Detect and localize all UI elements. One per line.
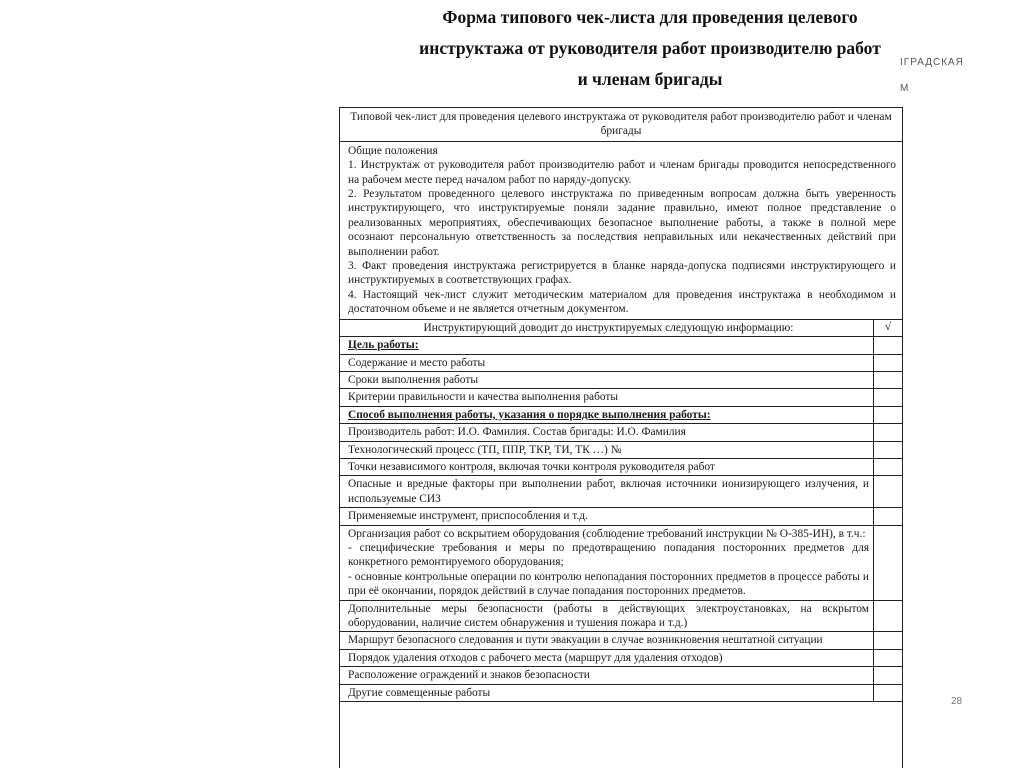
check-cell[interactable]	[873, 459, 902, 475]
table-header-text: Инструктирующий доводит до инструктируемых следующую информацию:	[423, 321, 794, 334]
table-row	[340, 650, 902, 667]
row-text: Технологический процесс (ТП, ППР, ТКР, ТИ, ТК …) №	[348, 443, 622, 456]
general-paragraph: 4. Настоящий чек-лист служит методическим материалом для проведения инструктажа в необходимом и достаточном объеме и не является отчетным документом.	[348, 288, 896, 316]
table-row	[340, 685, 902, 702]
section-row	[340, 337, 902, 354]
checklist-caption: Типовой чек-лист для проведения целевого инструктажа от руководителя работ производителю работ и членам бригады	[340, 108, 902, 142]
table-row	[340, 508, 902, 525]
row-text: Содержание и место работы	[348, 356, 486, 369]
table-row	[340, 476, 902, 508]
check-cell[interactable]	[873, 407, 902, 423]
row-text: Сроки выполнения работы	[348, 373, 478, 386]
check-cell[interactable]	[873, 650, 902, 666]
table-row	[340, 667, 902, 684]
row-text: Другие совмещенные работы	[348, 686, 491, 699]
row-text: Порядок удаления отходов с рабочего места (маршрут для удаления отходов)	[348, 651, 723, 664]
row-text: Производитель работ: И.О. Фамилия. Состав бригады: И.О. Фамилия	[348, 426, 686, 439]
check-cell[interactable]	[873, 372, 902, 388]
check-cell[interactable]	[873, 337, 902, 353]
table-row	[340, 355, 902, 372]
check-cell[interactable]	[873, 476, 902, 507]
check-cell[interactable]	[873, 526, 902, 600]
general-provisions	[340, 142, 902, 320]
row-text: Способ выполнения работы, указания о порядке выполнения работы:	[348, 408, 711, 421]
table-row	[340, 601, 902, 633]
title-line: инструктажа от руководителя работ производителю работ	[419, 38, 881, 58]
check-cell[interactable]	[873, 442, 902, 458]
side-text: ІГРАДСКАЯ	[900, 57, 964, 68]
general-paragraph: 2. Результатом проведенного целевого инструктажа по приведенным вопросам должна быть уверенность инструктирующего, что инструктируемые поняли задание правильно, имеют полное представление о реализованных мероприятиях, обеспечивающих безопасное выполнение работы, а также в полной мере осознают персональную ответственность за последствия неправильных или некачественных действий при выполнении работ.	[348, 188, 896, 258]
check-cell[interactable]	[873, 632, 902, 648]
row-text: Применяемые инструмент, приспособления и т.д.	[348, 510, 588, 523]
row-text: Точки независимого контроля, включая точки контроля руководителя работ	[348, 460, 715, 473]
check-cell[interactable]	[873, 667, 902, 683]
row-text: Критерии правильности и качества выполнения работы	[348, 391, 619, 404]
general-paragraph: 1. Инструктаж от руководителя работ производителю работ и членам бригады проводится непосредственного на рабочем месте перед началом работ по наряду-допуску.	[348, 159, 896, 186]
row-text: Дополнительные меры безопасности (работы в действующих электроустановках, на вскрытом оборудовании, наличие систем обнаружения и тушения пожара и т.д.)	[348, 602, 869, 629]
table-row	[340, 424, 902, 441]
check-cell[interactable]	[873, 355, 902, 371]
row-text: Опасные и вредные факторы при выполнении работ, включая источники ионизирующего излучения, и используемые СИЗ	[348, 478, 869, 505]
table-row	[340, 372, 902, 389]
check-cell[interactable]	[873, 424, 902, 440]
title-line: Форма типового чек-листа для проведения целевого	[442, 7, 858, 27]
table-row	[340, 632, 902, 649]
row-text: Цель работы:	[348, 339, 419, 352]
general-paragraph: 3. Факт проведения инструктажа регистрируется в бланке наряда-допуска подписями инструктирующего и инструктируемых в соответствующих графах.	[348, 260, 896, 287]
title-line: и членам бригады	[577, 69, 723, 89]
side-text: М	[900, 83, 910, 94]
checklist-sheet	[339, 107, 903, 768]
check-column-header: √	[873, 320, 902, 336]
check-cell[interactable]	[873, 601, 902, 632]
table-row	[340, 389, 902, 406]
section-row	[340, 407, 902, 424]
check-cell[interactable]	[873, 508, 902, 524]
row-text: Расположение ограждений и знаков безопасности	[348, 669, 590, 682]
table-row	[340, 459, 902, 476]
row-text: Организация работ со вскрытием оборудования (соблюдение требований инструкции № О-385-ИН), в т.ч.: - специфические требования и меры по предотвращению попадания посторонних предметов для конкретного ремонтируемого оборудования; - основные контрольные операции по контролю непопадания посторонних предметов в процессе работы и при её окончании, порядок действий в случае попадания посторонних предметов.	[348, 527, 869, 598]
check-cell[interactable]	[873, 389, 902, 405]
checklist-rows	[340, 337, 902, 702]
row-text: Маршрут безопасного следования и пути эвакуации в случае возникновения нештатной ситуации	[348, 634, 823, 647]
table-row	[340, 442, 902, 459]
table-header-row	[340, 320, 902, 337]
check-cell[interactable]	[873, 685, 902, 701]
general-heading: Общие положения	[348, 144, 438, 157]
table-row	[340, 526, 902, 601]
document-title	[380, 2, 920, 95]
page-number: 28	[951, 696, 963, 707]
